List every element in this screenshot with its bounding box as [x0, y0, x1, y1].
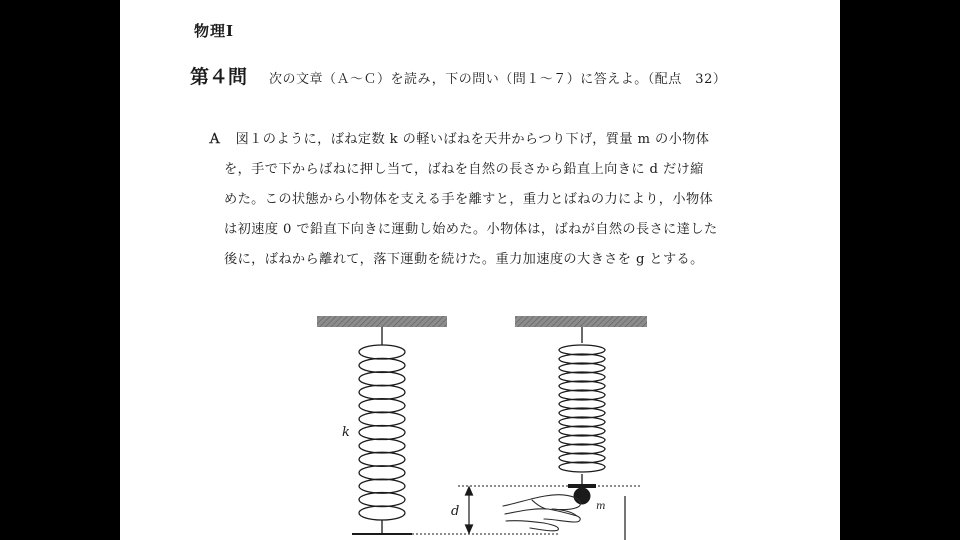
- question-number: 第４問: [190, 66, 248, 88]
- passage-line: は初速度 0 で鉛直下向きに運動し始めた。小物体は，ばねが自然の長さに達した: [224, 222, 718, 237]
- ceiling-left: [317, 316, 447, 327]
- spring-coil: [359, 439, 405, 453]
- spring-coil: [359, 372, 405, 386]
- spring-coil: [359, 426, 405, 440]
- passage-line: 後に，ばねから離れて，落下運動を続けた。重力加速度の大きさを g とする。: [224, 252, 704, 267]
- subject-title: 物理Ⅰ: [194, 22, 235, 40]
- spring-constant-label: k: [342, 425, 350, 440]
- spring-coil: [359, 399, 405, 413]
- displacement-label: d: [451, 504, 460, 519]
- mass-label: m: [596, 501, 606, 512]
- ceiling-right: [515, 316, 647, 327]
- spring-coil: [359, 345, 405, 359]
- spring-coil: [359, 412, 405, 426]
- hand-icon: [503, 495, 580, 531]
- spring-coil: [359, 479, 405, 493]
- small-object: [574, 488, 591, 505]
- spring-coil: [359, 358, 405, 372]
- question-description: 次の文章（Ａ〜Ｃ）を読み，下の問い（問１〜７）に答えよ。（配点 32）: [269, 72, 727, 87]
- spring-coil: [359, 385, 405, 399]
- spring-coil: [359, 493, 405, 507]
- spring-coil: [359, 452, 405, 466]
- spring-right: [559, 327, 605, 486]
- passage-line: めた。この状態から小物体を支える手を離すと，重力とばねの力により，小物体: [224, 192, 714, 207]
- spring-coil: [359, 506, 405, 520]
- contact-plate: [568, 484, 596, 488]
- displacement-arrow: [466, 487, 473, 533]
- exam-page: [120, 0, 840, 540]
- figure-1: [120, 0, 840, 540]
- passage-label: Ａ: [208, 132, 222, 147]
- spring-left: [359, 327, 405, 534]
- spring-coil: [359, 466, 405, 480]
- passage-line: を，手で下からばねに押し当て，ばねを自然の長さから鉛直上向きに d だけ縮: [224, 162, 704, 177]
- passage-line-text: 図１のように，ばね定数 k の軽いばねを天井からつり下げ，質量 m の小物体: [235, 132, 710, 147]
